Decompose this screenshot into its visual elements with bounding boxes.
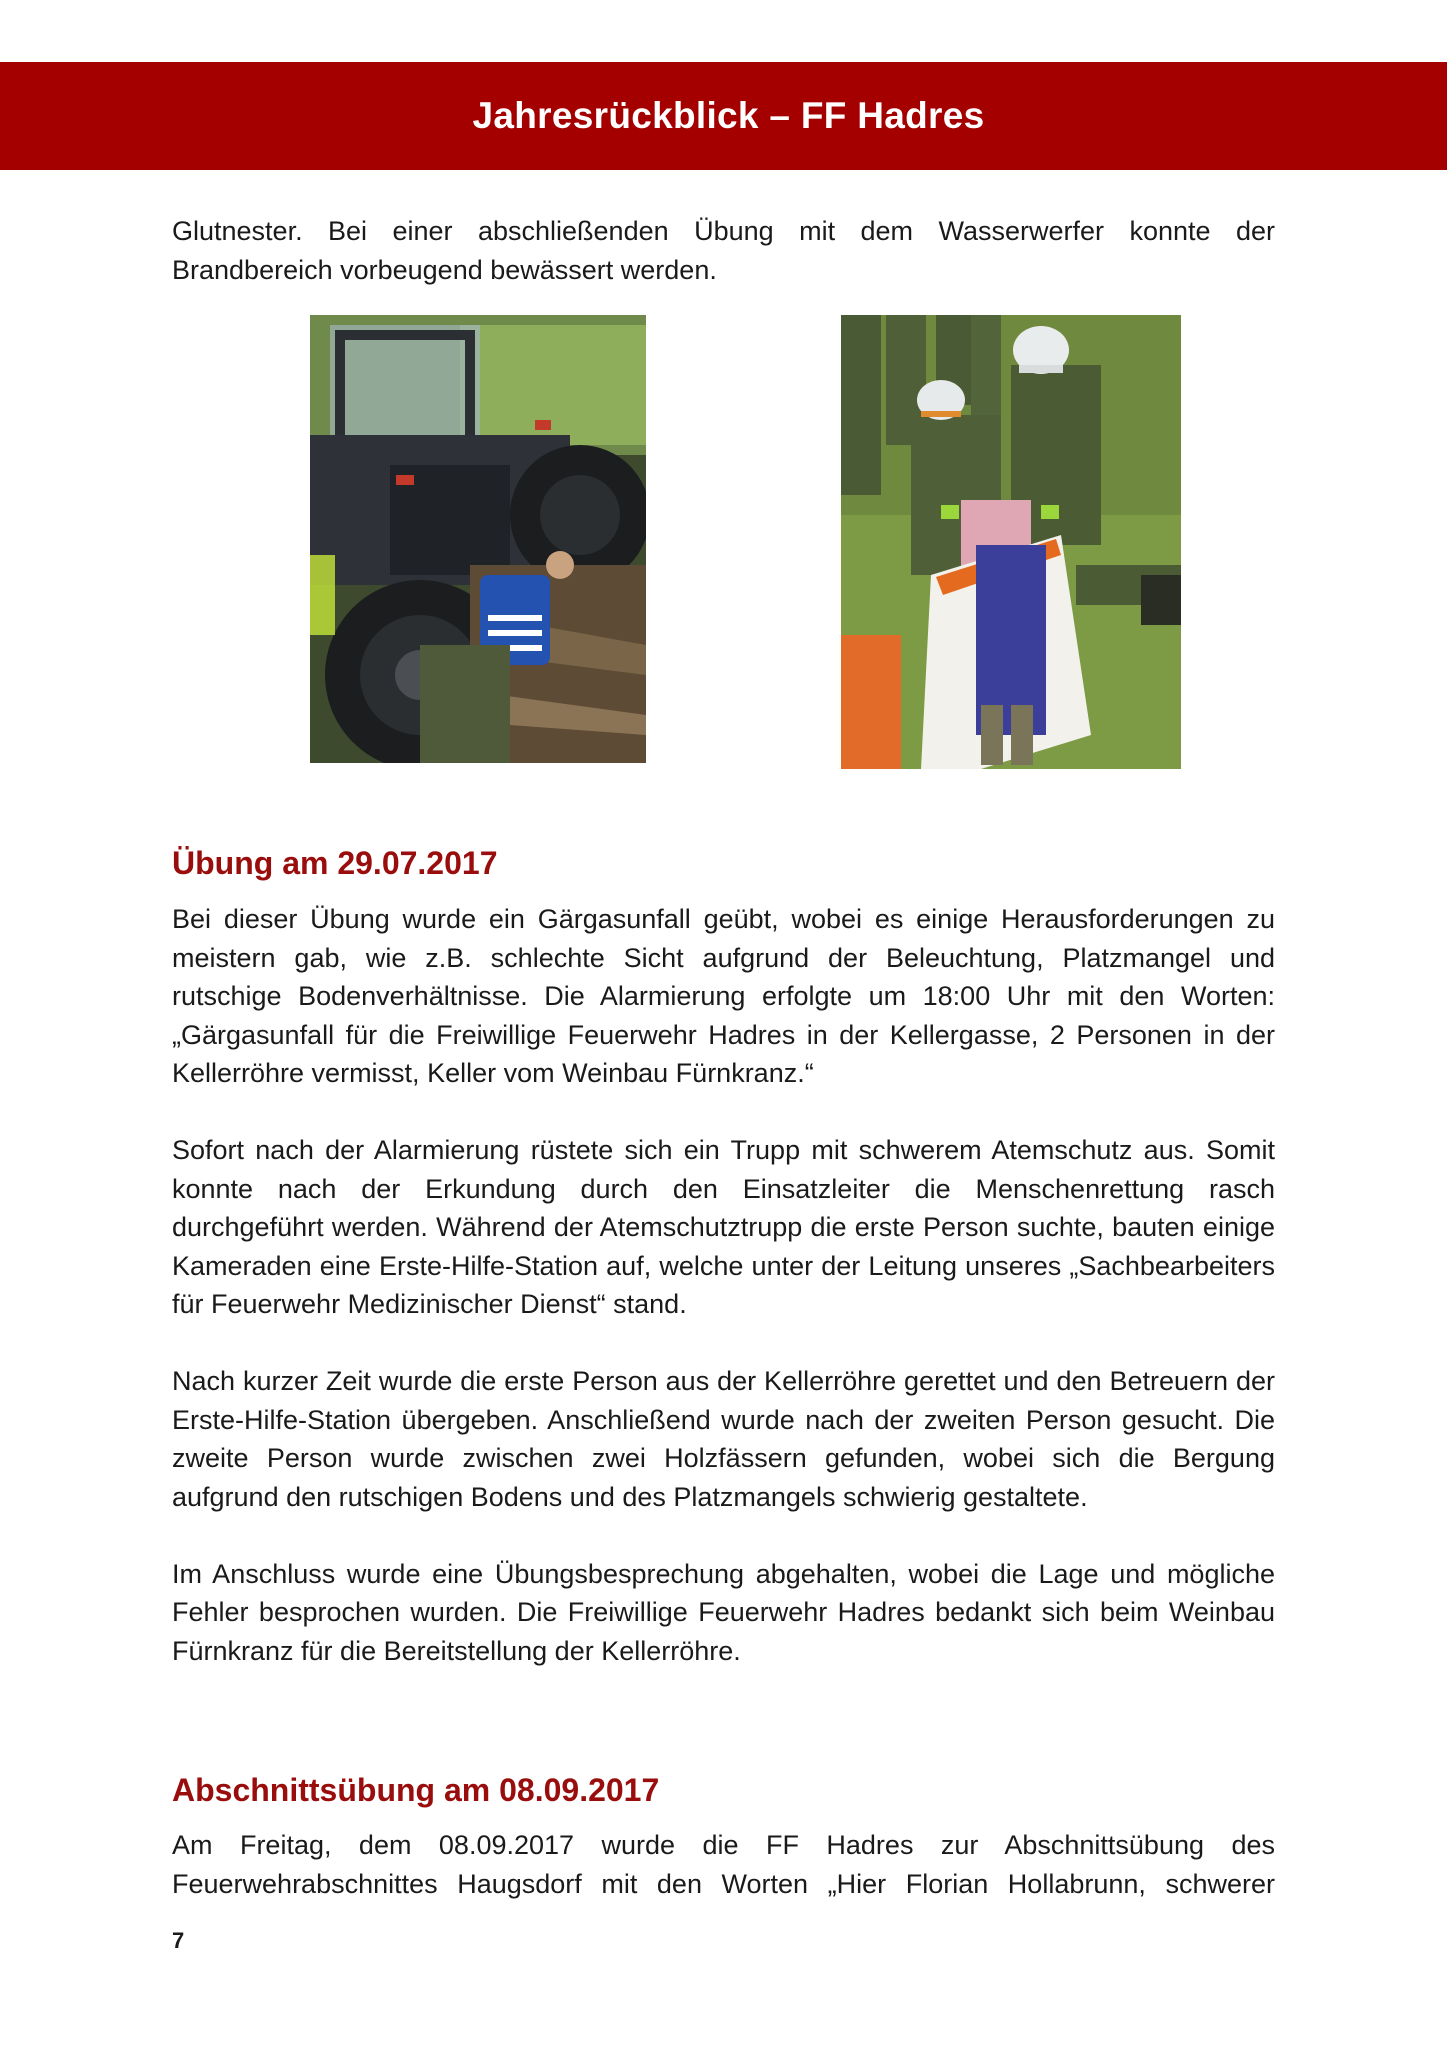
uebung-paragraph-2: Sofort nach der Alarmierung rüstete sich ein Trupp mit schwerem Atemschutz aus. Somit konnte nach der Erkundung durch den Einsatzleiter die Menschenrettung rasch durchgeführt werden. Während der Atemschutztrupp die erste Person suchte, bauten einige Kameraden eine Erste-Hilfe-Station auf, welche unter der Leitung unseres „Sachbearbeiters für Feuerwehr Medizinischer Dienst“ stand.	[172, 1135, 1275, 1319]
intro-text-block	[172, 212, 1275, 289]
page-title: Jahresrückblick – FF Hadres	[472, 95, 985, 136]
abschnittsuebung-text-block	[172, 1826, 1275, 1903]
uebung-text-block	[172, 900, 1275, 1670]
rescue-stretcher-photo	[841, 315, 1181, 769]
uebung-paragraph-4: Im Anschluss wurde eine Übungsbesprechung abgehalten, wobei die Lage und mögliche Fehler besprochen wurden. Die Freiwillige Feuerwehr Hadres bedankt sich beim Weinbau Fürnkranz für die Bereitstellung der Kellerröhre.	[172, 1558, 1275, 1666]
uebung-paragraph-1: Bei dieser Übung wurde ein Gärgasunfall geübt, wobei es einige Herausforderungen zu meistern gab, wie z.B. schlechte Sicht aufgrund der Beleuchtung, Platzmangel und rutschige Bodenverhältnisse. Die Alarmierung erfolgte um 18:00 Uhr mit den Worten: „Gärgasunfall für die Freiwillige Feuerwehr Hadres in der Kellergasse, 2 Personen in der Kellerröhre vermisst, Keller vom Weinbau Fürnkranz.“	[172, 904, 1275, 1088]
intro-paragraph: Glutnester. Bei einer abschließenden Übung mit dem Wasserwerfer konnte der Brandbereich vorbeugend bewässert werden.	[172, 216, 1275, 285]
abschnittsuebung-paragraph-1: Am Freitag, dem 08.09.2017 wurde die FF Hadres zur Abschnittsübung des Feuerwehrabschnittes Haugsdorf mit den Worten „Hier Florian Hollabrunn, schwerer	[172, 1830, 1275, 1899]
section-heading-uebung: Übung am 29.07.2017	[172, 845, 498, 881]
uebung-paragraph-3: Nach kurzer Zeit wurde die erste Person aus der Kellerröhre gerettet und den Betreuern der Erste-Hilfe-Station übergeben. Anschließend wurde nach der zweiten Person gesucht. Die zweite Person wurde zwischen zwei Holzfässern gefunden, wobei sich die Bergung aufgrund den rutschigen Bodens und des Platzmangels schwierig gestaltete.	[172, 1366, 1275, 1512]
tractor-photo	[310, 315, 646, 763]
page-number: 7	[172, 1928, 185, 1953]
page-header	[0, 62, 1447, 170]
section-heading-abschnittsuebung: Abschnittsübung am 08.09.2017	[172, 1772, 660, 1808]
